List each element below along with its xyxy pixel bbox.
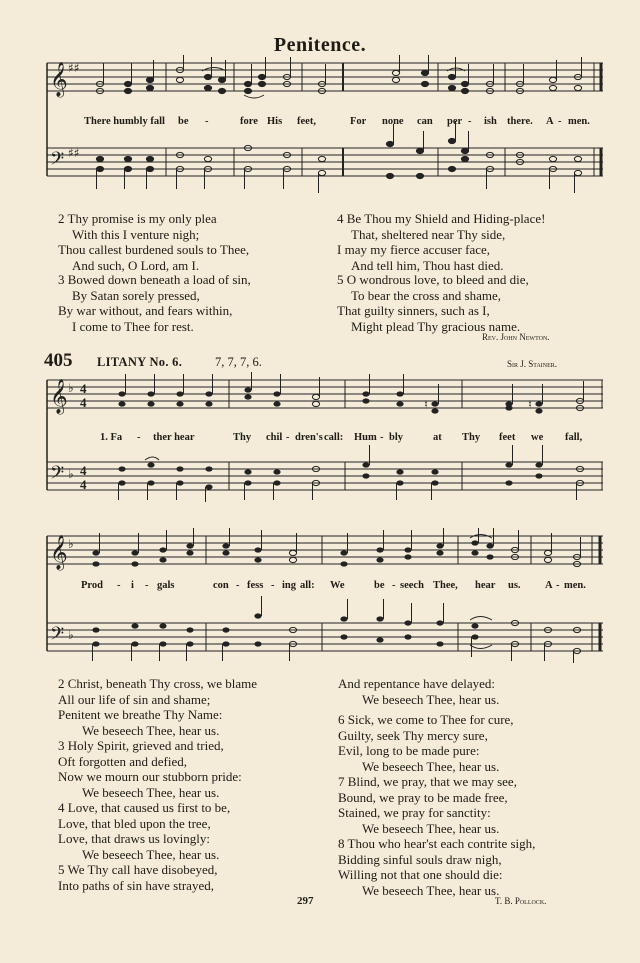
svg-text:𝄢: 𝄢 — [50, 463, 65, 488]
time-sig-bottom-treble: 4 — [80, 395, 87, 410]
svg-text:♮: ♮ — [424, 398, 428, 411]
composer-credit: Sir J. Stainer. — [507, 359, 558, 369]
stanza-3: 3 Holy Spirit, grieved and tried, Oft forgotten and defied, Now we mourn our stubborn pride: We beseech Thee, hear us. — [58, 738, 242, 800]
stanza-prev-5: 5 O wondrous love, to bleed and die, To bear the cross and shame, That guilty sinners, such as I, Might plead Thy gracious name. — [337, 272, 529, 334]
stanza-prev-4: 4 Be Thou my Shield and Hiding-place! That, sheltered near Thy side, I may my fierce accuser face, And tell him, Thou hast died. — [337, 211, 546, 273]
svg-text:♭: ♭ — [68, 537, 74, 551]
page-title: Penitence. — [273, 34, 367, 56]
svg-text:♯♯: ♯♯ — [68, 61, 80, 75]
svg-text:♮: ♮ — [528, 398, 532, 411]
svg-text:𝄢: 𝄢 — [50, 149, 65, 174]
time-sig-top-treble: 4 — [80, 381, 87, 396]
stanza-8: 8 Thou who hear'st each contrite sigh, Bidding sinful souls draw nigh, Willing not that one should die: We beseech Thee, hear us. — [338, 836, 536, 898]
svg-text:𝄞: 𝄞 — [50, 535, 68, 570]
stanza-5-continued: And repentance have delayed: We beseech Thee, hear us. — [338, 676, 500, 707]
stanza-7: 7 Blind, we pray, that we may see, Bound, we pray to be made free, Stained, we pray for sanctity: We beseech Thee, hear us. — [338, 774, 517, 836]
author-credit: T. B. Pollock. — [495, 896, 547, 906]
svg-text:𝄞: 𝄞 — [50, 379, 68, 414]
svg-text:♭: ♭ — [68, 381, 74, 395]
svg-text:𝄢: 𝄢 — [50, 624, 65, 649]
stanza-5: 5 We Thy call have disobeyed, Into paths of sin have strayed, — [58, 862, 218, 893]
meter: 7, 7, 7, 6. — [215, 355, 262, 369]
time-sig-bottom-bass: 4 — [80, 477, 87, 492]
hymn-number: 405 — [44, 350, 73, 371]
music-staff-system-3 — [0, 528, 640, 663]
stanza-prev-2: 2 Thy promise is my only plea With this I venture nigh; Thou callest burdened souls to Thee, And such, O Lord, am I. — [58, 211, 250, 273]
tune-name: LITANY No. 6. — [97, 355, 183, 369]
stanza-prev-3: 3 Bowed down beneath a load of sin, By Satan sorely pressed, By war without, and fears within, I come to Thee for rest. — [58, 272, 251, 334]
page-number: 297 — [297, 895, 314, 907]
time-sig-top-bass: 4 — [80, 463, 87, 478]
stanza-2: 2 Christ, beneath Thy cross, we blame All our life of sin and shame; Penitent we breathe Thy Name: We beseech Thee, hear us. — [58, 676, 258, 738]
author-credit-prev: Rev. John Newton. — [482, 332, 550, 342]
svg-text:♯♯: ♯♯ — [68, 146, 80, 160]
svg-text:♭: ♭ — [68, 628, 74, 642]
svg-text:𝄞: 𝄞 — [50, 62, 68, 97]
svg-text:♭: ♭ — [68, 467, 74, 481]
stanza-4: 4 Love, that caused us first to be, Love, that bled upon the tree, Love, that draws us lovingly: We beseech Thee, hear us. — [58, 800, 231, 862]
stanza-6: 6 Sick, we come to Thee for cure, Guilty, seek Thy mercy sure, Evil, long to be made pure: We beseech Thee, hear us. — [338, 712, 514, 774]
